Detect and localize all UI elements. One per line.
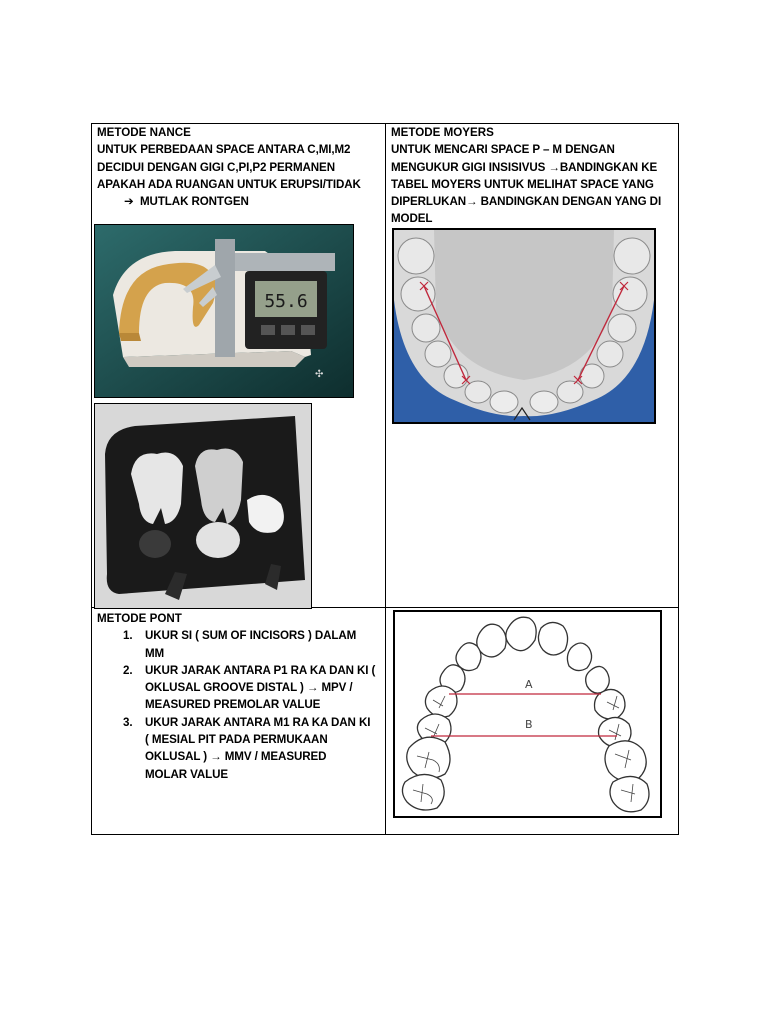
table-column-divider xyxy=(385,124,386,834)
pont-step-2-line-2: OKLUSAL GROOVE DISTAL ) → MPV / xyxy=(145,681,353,695)
nance-line-3: APAKAH ADA RUANGAN UNTUK ERUPSI/TIDAK xyxy=(97,177,361,191)
pont-arch-diagram xyxy=(393,610,662,818)
caliper-display-reading: 55.6 xyxy=(264,291,308,312)
arrow-icon: ➔ xyxy=(124,195,134,209)
moyers-title: METODE MOYERS xyxy=(391,126,494,139)
moyers-arch-image xyxy=(392,228,656,424)
list-item xyxy=(97,714,385,783)
moyers-line-5: MODEL xyxy=(391,212,433,226)
pont-step-3-line-1: UKUR JARAK ANTARA M1 RA KA DAN KI xyxy=(145,715,371,729)
nance-cell xyxy=(97,124,385,210)
caliper-cast-photo xyxy=(94,224,354,398)
nance-bullet-text: MUTLAK RONTGEN xyxy=(140,195,249,209)
pont-step-2-number: 2. xyxy=(123,663,133,677)
svg-text:✣: ✣ xyxy=(315,369,324,380)
pont-steps-list xyxy=(97,627,385,783)
pont-step-2-line-1: UKUR JARAK ANTARA P1 RA KA DAN KI ( xyxy=(145,663,376,677)
pont-step-1-line-2: MM xyxy=(145,646,165,660)
pont-cell xyxy=(97,610,385,783)
nance-line-1: UNTUK PERBEDAAN SPACE ANTARA C,MI,M2 xyxy=(97,143,351,157)
moyers-line-2: MENGUKUR GIGI INSISIVUS →BANDINGKAN KE xyxy=(391,160,658,174)
xray-photo xyxy=(94,403,312,609)
list-item xyxy=(97,627,385,662)
moyers-line-4: DIPERLUKAN→ BANDINGKAN DENGAN YANG DI xyxy=(391,195,662,209)
pont-step-3-number: 3. xyxy=(123,715,133,729)
pont-step-2-line-3: MEASURED PREMOLAR VALUE xyxy=(145,698,321,712)
diagram-label-b: B xyxy=(525,718,533,731)
pont-step-1-number: 1. xyxy=(123,629,133,643)
nance-bullet xyxy=(97,193,385,210)
nance-line-2: DECIDUI DENGAN GIGI C,PI,P2 PERMANEN xyxy=(97,160,335,174)
pont-title: METODE PONT xyxy=(97,612,182,625)
diagram-label-a: A xyxy=(525,678,533,691)
list-item xyxy=(97,662,385,714)
moyers-line-3: TABEL MOYERS UNTUK MELIHAT SPACE YANG xyxy=(391,177,654,191)
methods-table xyxy=(91,123,679,835)
pont-step-1-line-1: UKUR SI ( SUM OF INCISORS ) DALAM xyxy=(145,629,357,643)
moyers-cell xyxy=(391,124,679,228)
pont-step-3-line-2: ( MESIAL PIT PADA PERMUKAAN xyxy=(145,733,328,747)
moyers-line-1: UNTUK MENCARI SPACE P – M DENGAN xyxy=(391,143,615,157)
pont-step-3-line-4: MOLAR VALUE xyxy=(145,767,229,781)
pont-step-3-line-3: OKLUSAL ) → MMV / MEASURED xyxy=(145,750,327,764)
nance-title: METODE NANCE xyxy=(97,126,191,139)
